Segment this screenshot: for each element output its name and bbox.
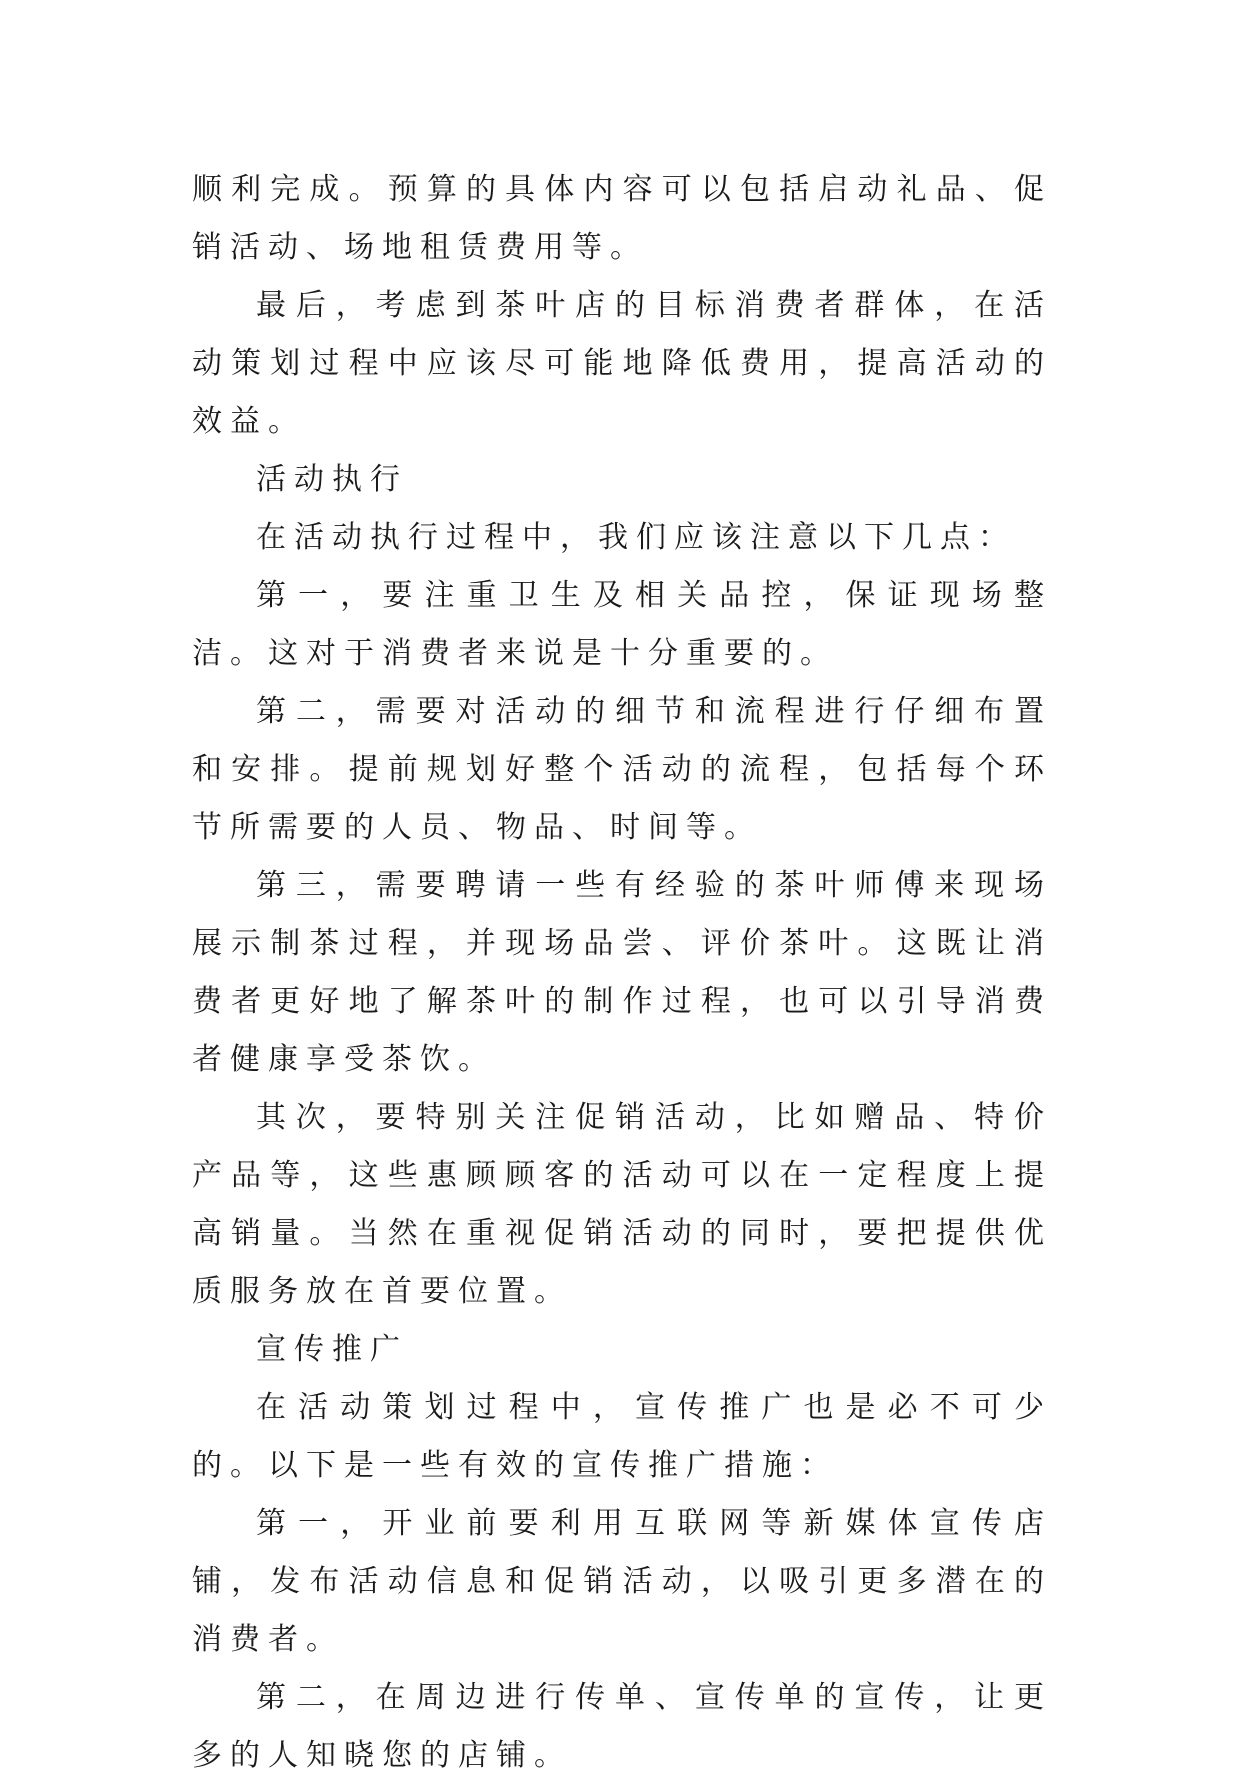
- document-body: [192, 161, 1052, 1785]
- paragraph-reduce-costs: 最后，考虑到茶叶店的目标消费者群体，在活动策划过程中应该尽可能地降低费用，提高活动的效益。: [192, 288, 1052, 439]
- paragraph-execution-intro: 在活动执行过程中，我们应该注意以下几点：: [256, 520, 1016, 555]
- paragraph-execution-point-3: 第三，需要聘请一些有经验的茶叶师傅来现场展示制茶过程，并现场品尝、评价茶叶。这既让消费者更好地了解茶叶的制作过程，也可以引导消费者健康享受茶饮。: [192, 868, 1052, 1077]
- paragraph-publicity-intro: 在活动策划过程中，宣传推广也是必不可少的。以下是一些有效的宣传推广措施：: [192, 1390, 1052, 1483]
- paragraph-publicity-point-2: 第二，在周边进行传单、宣传单的宣传，让更多的人知晓您的店铺。: [192, 1680, 1052, 1773]
- paragraph-promotions: 其次，要特别关注促销活动，比如赠品、特价产品等，这些惠顾顾客的活动可以在一定程度上提高销量。当然在重视促销活动的同时，要把提供优质服务放在首要位置。: [192, 1100, 1052, 1309]
- section-heading-publicity: 宣传推广: [256, 1332, 408, 1367]
- paragraph-execution-point-1: 第一，要注重卫生及相关品控，保证现场整洁。这对于消费者来说是十分重要的。: [192, 578, 1052, 671]
- paragraph-execution-point-2: 第二，需要对活动的细节和流程进行仔细布置和安排。提前规划好整个活动的流程，包括每个环节所需要的人员、物品、时间等。: [192, 694, 1052, 845]
- paragraph-budget-continuation: 顺利完成。预算的具体内容可以包括启动礼品、促销活动、场地租赁费用等。: [192, 172, 1052, 265]
- paragraph-publicity-point-1: 第一，开业前要利用互联网等新媒体宣传店铺，发布活动信息和促销活动，以吸引更多潜在的消费者。: [192, 1506, 1052, 1657]
- section-heading-activity-execution: 活动执行: [256, 462, 408, 497]
